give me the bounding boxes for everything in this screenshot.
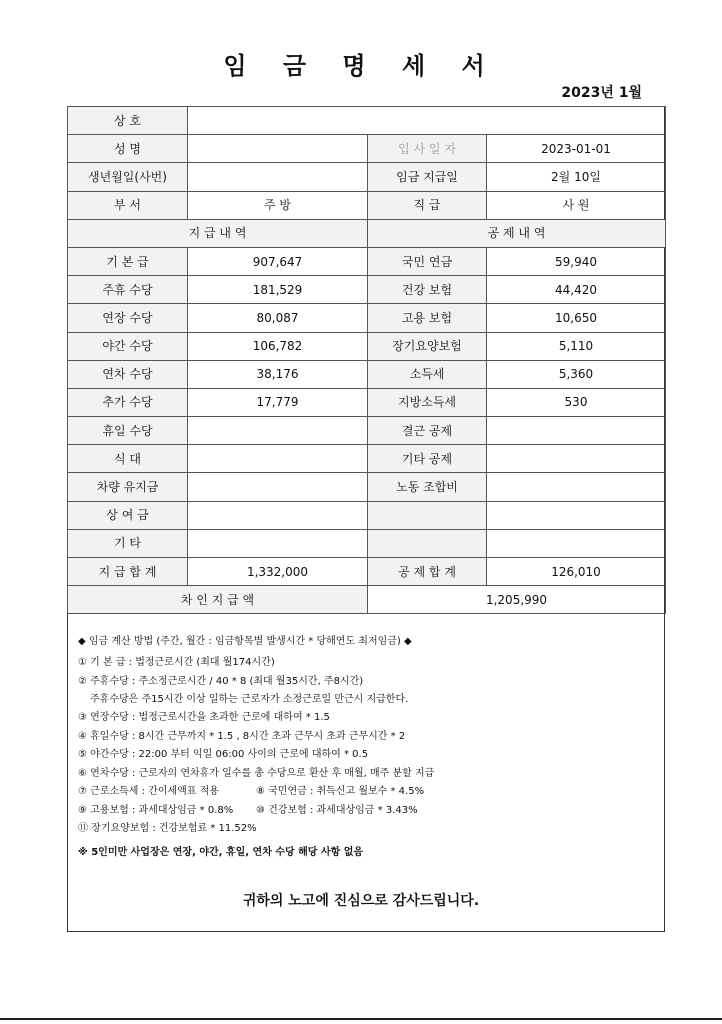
pay-item-value xyxy=(188,501,368,529)
deduction-item-label: 결근 공제 xyxy=(368,417,487,445)
company-value xyxy=(188,107,666,135)
pay-item-value xyxy=(188,529,368,557)
name-label: 성 명 xyxy=(68,135,188,163)
deduction-item-label: 장기요양보험 xyxy=(368,332,487,360)
deduction-item-value: 59,940 xyxy=(487,247,666,275)
deduction-item-value: 530 xyxy=(487,388,666,416)
deduction-item-label: 노동 조합비 xyxy=(368,473,487,501)
deduction-total-label: 공 제 합 계 xyxy=(368,558,487,586)
pay-item-value: 907,647 xyxy=(188,247,368,275)
pay-item-value: 80,087 xyxy=(188,304,368,332)
notes-header: ◆ 임금 계산 방법 (주간, 월간 : 임금항목별 발생시간 * 당해연도 최저임금) ◆ xyxy=(78,636,412,647)
pay-item-label: 기 본 급 xyxy=(68,247,188,275)
item-row xyxy=(68,501,666,529)
note-weekly-holiday-detail: 주휴수당은 주15시간 이상 일하는 근로자가 소정근로일 만근시 지급한다. xyxy=(90,694,409,705)
deduction-item-value: 5,360 xyxy=(487,360,666,388)
deductions-header: 공 제 내 역 xyxy=(368,219,666,247)
pay-item-value: 38,176 xyxy=(188,360,368,388)
item-row xyxy=(68,417,666,445)
deduction-item-value xyxy=(487,529,666,557)
birth-label: 생년월일(사번) xyxy=(68,163,188,191)
item-row xyxy=(68,473,666,501)
deduction-item-label: 기타 공제 xyxy=(368,445,487,473)
pay-item-label: 식 대 xyxy=(68,445,188,473)
note-health-insurance: ⑩ 건강보험 : 과세대상임금 * 3.43% xyxy=(256,805,418,816)
deduction-item-value xyxy=(487,473,666,501)
section-header-row xyxy=(68,219,666,247)
note-annual-leave: ⑥ 연차수당 : 근로자의 연차휴가 일수를 총 수당으로 환산 후 매월, 매주 분할 지급 xyxy=(78,768,435,779)
pay-item-label: 주휴 수당 xyxy=(68,276,188,304)
item-row xyxy=(68,276,666,304)
deduction-item-value: 5,110 xyxy=(487,332,666,360)
note-night: ⑤ 야간수당 : 22:00 부터 익일 06:00 사이의 근로에 대하여 * 0.5 xyxy=(78,749,369,760)
note-base-pay: ① 기 본 급 : 법정근로시간 (최대 월174시간) xyxy=(78,657,275,668)
item-row xyxy=(68,360,666,388)
deduction-item-label: 고용 보험 xyxy=(368,304,487,332)
birth-value xyxy=(188,163,368,191)
item-row xyxy=(68,388,666,416)
pay-item-value: 106,782 xyxy=(188,332,368,360)
pay-item-label: 연차 수당 xyxy=(68,360,188,388)
pay-period: 2023년 1월 xyxy=(561,85,642,101)
dept-row xyxy=(68,191,666,219)
deduction-item-value: 10,650 xyxy=(487,304,666,332)
pay-item-value: 17,779 xyxy=(188,388,368,416)
note-weekly-holiday: ② 주휴수당 : 주소정근로시간 / 40 * 8 (최대 월35시간, 주8시간) xyxy=(78,676,364,687)
item-row xyxy=(68,247,666,275)
closing-message: 귀하의 노고에 진심으로 감사드립니다. xyxy=(242,893,480,909)
deduction-item-value xyxy=(487,501,666,529)
note-employment-insurance: ⑨ 고용보험 : 과세대상임금 * 0.8% xyxy=(78,805,234,816)
name-row xyxy=(68,135,666,163)
deduction-item-label: 건강 보험 xyxy=(368,276,487,304)
pay-item-value: 181,529 xyxy=(188,276,368,304)
dept-value: 주 방 xyxy=(188,191,368,219)
company-label: 상 호 xyxy=(68,107,188,135)
item-row xyxy=(68,304,666,332)
deduction-item-label xyxy=(368,529,487,557)
pay-date-label: 임금 지급일 xyxy=(368,163,487,191)
name-value xyxy=(188,135,368,163)
note-overtime: ③ 연장수당 : 법정근로시간을 초과한 근로에 대하여 * 1.5 xyxy=(78,712,330,723)
pay-item-label: 차량 유지금 xyxy=(68,473,188,501)
net-pay-row xyxy=(68,586,666,614)
pay-item-label: 연장 수당 xyxy=(68,304,188,332)
rank-value: 사 원 xyxy=(487,191,666,219)
pay-date-value: 2월 10일 xyxy=(487,163,666,191)
deduction-item-label xyxy=(368,501,487,529)
totals-row xyxy=(68,558,666,586)
dept-label: 부 서 xyxy=(68,191,188,219)
net-pay-label: 차 인 지 급 액 xyxy=(68,586,368,614)
item-row xyxy=(68,332,666,360)
hire-date-label: 입 사 일 자 xyxy=(368,135,487,163)
payments-header: 지 급 내 역 xyxy=(68,219,368,247)
pay-item-label: 휴일 수당 xyxy=(68,417,188,445)
deduction-item-label: 소득세 xyxy=(368,360,487,388)
note-small-business-warning: ※ 5인미만 사업장은 연장, 야간, 휴일, 연차 수당 해당 사항 없음 xyxy=(78,847,364,858)
deduction-item-value xyxy=(487,417,666,445)
deduction-item-value: 44,420 xyxy=(487,276,666,304)
pay-item-value xyxy=(188,473,368,501)
pay-item-label: 야간 수당 xyxy=(68,332,188,360)
deduction-item-label: 지방소득세 xyxy=(368,388,487,416)
note-income-tax: ⑦ 근로소득세 : 간이세액표 적용 xyxy=(78,786,219,797)
pay-item-label: 기 타 xyxy=(68,529,188,557)
item-row xyxy=(68,445,666,473)
pay-total-label: 지 급 합 계 xyxy=(68,558,188,586)
note-national-pension: ⑧ 국민연금 : 취득신고 월보수 * 4.5% xyxy=(256,786,425,797)
document-title: 임 금 명 세 서 xyxy=(223,52,499,80)
deduction-item-label: 국민 연금 xyxy=(368,247,487,275)
pay-item-value xyxy=(188,417,368,445)
rank-label: 직 급 xyxy=(368,191,487,219)
pay-total-value: 1,332,000 xyxy=(188,558,368,586)
note-long-term-care: ⑪ 장기요양보험 : 건강보험료 * 11.52% xyxy=(78,823,257,834)
net-pay-value: 1,205,990 xyxy=(368,586,666,614)
item-row xyxy=(68,529,666,557)
pay-item-value xyxy=(188,445,368,473)
deduction-total-value: 126,010 xyxy=(487,558,666,586)
birth-row xyxy=(68,163,666,191)
note-holiday: ④ 휴일수당 : 8시간 근무까지 * 1.5 , 8시간 초과 근무시 초과 근무시간 * 2 xyxy=(78,731,406,742)
pay-item-label: 추가 수당 xyxy=(68,388,188,416)
company-row xyxy=(68,107,666,135)
pay-item-label: 상 여 금 xyxy=(68,501,188,529)
deduction-item-value xyxy=(487,445,666,473)
hire-date-value: 2023-01-01 xyxy=(487,135,666,163)
bottom-divider xyxy=(0,1018,722,1020)
payslip-table xyxy=(67,106,666,614)
